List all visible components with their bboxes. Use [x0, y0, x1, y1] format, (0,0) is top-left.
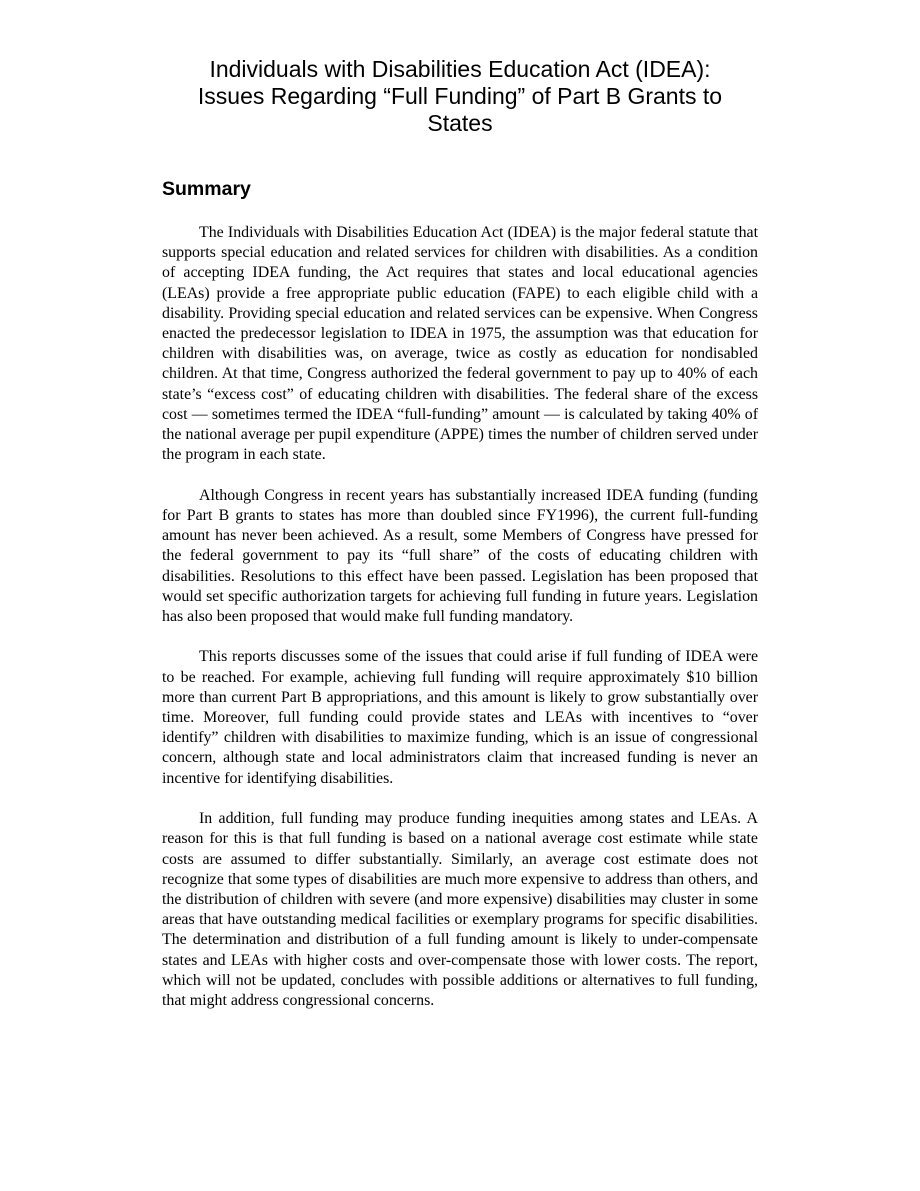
- summary-paragraph: In addition, full funding may produce funding inequities among states and LEAs. A reason for this is that full funding is based on a national average cost estimate while state costs are assumed to differ substantially. Similarly, an average cost estimate does not recognize that some types of disabilities are much more expensive to address than others, and the distribution of children with severe (and more expensive) disabilities may cluster in some areas that have outstanding medical facilities or exemplary programs for specific disabilities. The determination and distribution of a full funding amount is likely to under-compensate states and LEAs with higher costs and over-compensate those with lower costs. The report, which will not be updated, concludes with possible additions or alternatives to full funding, that might address congressional concerns.: [162, 810, 758, 1009]
- title-line: States: [427, 110, 493, 136]
- title-line: Individuals with Disabilities Education Act (IDEA):: [209, 56, 711, 82]
- summary-heading: Summary: [162, 178, 251, 200]
- document-page: [162, 56, 758, 1011]
- summary-paragraph: This reports discusses some of the issues that could arise if full funding of IDEA were to be reached. For example, achieving full funding will require approximately $10 billion more than current Part B appropriations, and this amount is likely to grow substantially over time. Moreover, full funding could provide states and LEAs with incentives to “over identify” children with disabilities to maximize funding, which is an issue of congressional concern, although state and local administrators claim that increased funding is never an incentive for identifying disabilities.: [162, 648, 758, 787]
- title-line: Issues Regarding “Full Funding” of Part B Grants to: [197, 83, 723, 109]
- summary-paragraph: Although Congress in recent years has substantially increased IDEA funding (funding for Part B grants to states has more than doubled since FY1996), the current full-funding amount has never been achieved. As a result, some Members of Congress have pressed for the federal government to pay its “full share” of the costs of educating children with disabilities. Resolutions to this effect have been passed. Legislation has been proposed that would set specific authorization targets for achieving full funding in future years. Legislation has also been proposed that would make full funding mandatory.: [162, 486, 758, 625]
- document-title: [162, 56, 758, 137]
- summary-paragraph: The Individuals with Disabilities Education Act (IDEA) is the major federal statute that supports special education and related services for children with disabilities. As a condition of accepting IDEA funding, the Act requires that states and local educational agencies (LEAs) provide a free appropriate public education (FAPE) to each eligible child with a disability. Providing special education and related services can be expensive. When Congress enacted the predecessor legislation to IDEA in 1975, the assumption was that education for children with disabilities was, on average, twice as costly as education for nondisabled children. At that time, Congress authorized the federal government to pay up to 40% of each state’s “excess cost” of educating children with disabilities. The federal share of the excess cost — sometimes termed the IDEA “full-funding” amount — is calculated by taking 40% of the national average per pupil expenditure (APPE) times the number of children served under the program in each state.: [162, 224, 758, 464]
